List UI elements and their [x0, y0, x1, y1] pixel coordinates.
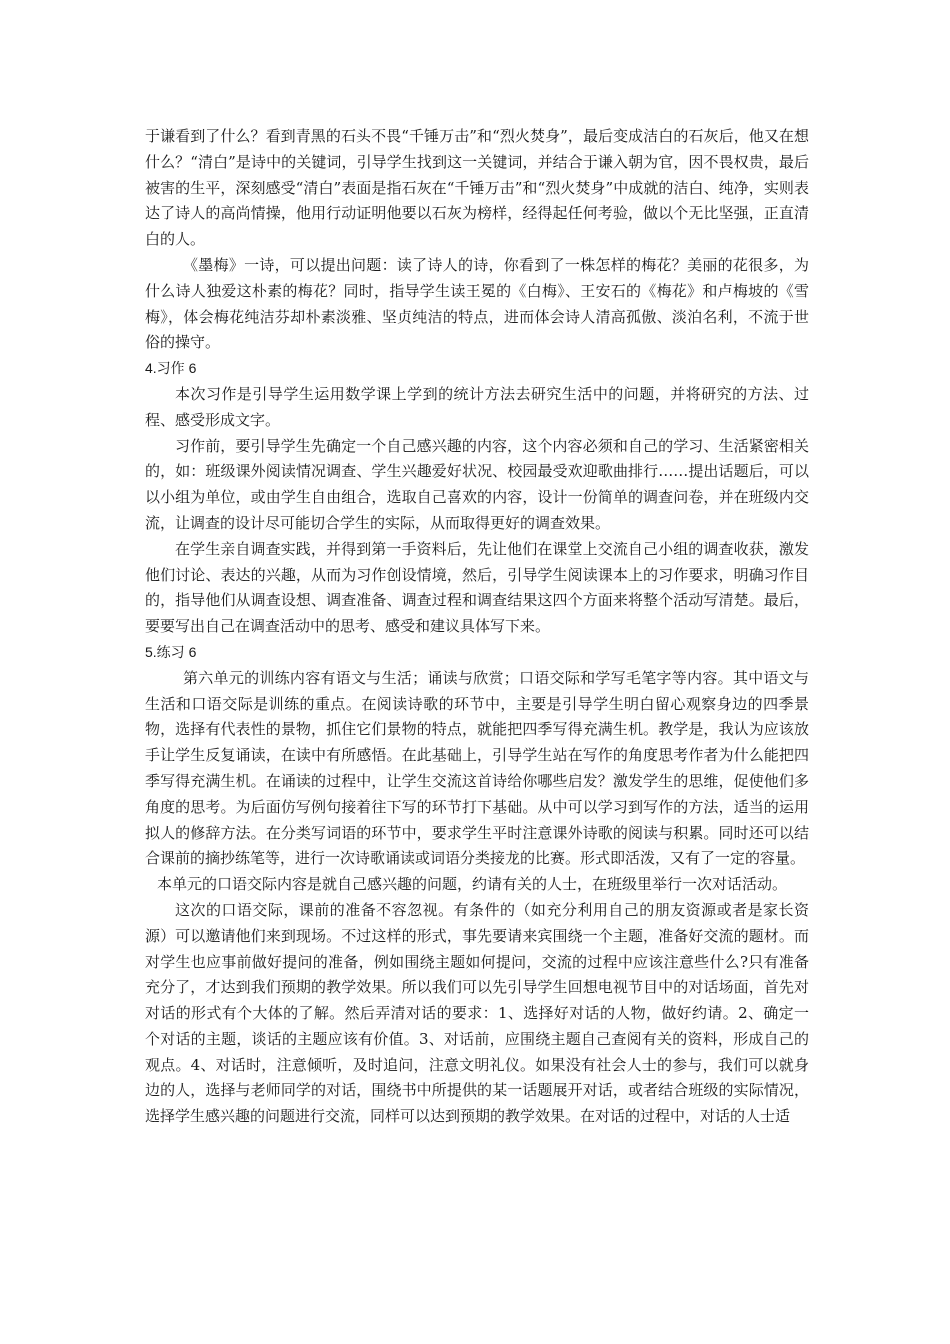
paragraph-xizuo-intro: 本次习作是引导学生运用数学课上学到的统计方法去研究生活中的问题，并将研究的方法、过程、感受形成文字。 [145, 384, 809, 429]
paragraph-xizuo-prep: 习作前，要引导学生先确定一个自己感兴趣的内容，这个内容必须和自己的学习、生活紧密相关的，如：班级课外阅读情况调查、学生兴趣爱好状况、校园最受欢迎歌曲排行……提出话题后，可以以小组为单位，或由学生自由组合，选取自己喜欢的内容，设计一份简单的调查问卷，并在班级内交流，让调查的设计尽可能切合学生的实际，从而取得更好的调查效果。 [145, 436, 809, 532]
paragraph-momei-analysis: 《墨梅》一诗，可以提出问题：读了诗人的诗，你看到了一株怎样的梅花？美丽的花很多，为什么诗人独爱这朴素的梅花？同时，指导学生读王冕的《白梅》、王安石的《梅花》和卢梅坡的《雪梅》，体会梅花纯洁芬却朴素淡雅、坚贞纯洁的特点，进而体会诗人清高孤傲、淡泊名利，不流于世俗的操守。 [145, 255, 809, 352]
section-heading-lianxi: 5.练习 6 [145, 643, 197, 660]
document-page [145, 124, 809, 1130]
paragraph-lianxi-content: 第六单元的训练内容有语文与生活；诵读与欣赏；口语交际和学写毛笔字等内容。其中语文与生活和口语交际是训练的重点。在阅读诗歌的环节中，主要是引导学生明白留心观察身边的四季景物，选择有代表性的景物，抓住它们景物的特点，就能把四季写得充满生机。教学是，我认为应该放手让学生反复诵读，在读中有所感悟。在此基础上，引导学生站在写作的角度思考作者为什么能把四季写得充满生机。在诵读的过程中，让学生交流这首诗给你哪些启发？激发学生的思维，促使他们多角度的思考。为后面仿写例句接着往下写的环节打下基础。从中可以学习到写作的方法，适当的运用拟人的修辞方法。在分类写词语的环节中，要求学生平时注意课外诗歌的阅读与积累。同时还可以结合课前的摘抄练笔等，进行一次诗歌诵读或词语分类接龙的比赛。形式即活泼，又有了一定的容量。 [145, 668, 809, 868]
paragraph-xizuo-practice: 在学生亲自调查实践，并得到第一手资料后，先让他们在课堂上交流自己小组的调查收获，激发他们讨论、表达的兴趣，从而为习作创设情境，然后，引导学生阅读课本上的习作要求，明确习作目的，指导他们从调查设想、调查准备、调查过程和调查结果这四个方面来将整个活动写清楚。最后，要要写出自己在调查活动中的思考、感受和建议具体写下来。 [145, 539, 809, 636]
paragraph-shixi-analysis: 于谦看到了什么？看到青黑的石头不畏“千锤万击”和“烈火焚身”，最后变成洁白的石灰后，他又在想什么？“清白”是诗中的关键词，引导学生找到这一关键词，并结合于谦入朝为官，因不畏权贵，最后被害的生平，深刻感受“清白”表面是指石灰在“千锤万击”和“烈火焚身”中成就的洁白、纯净，实则表达了诗人的高尚情操，他用行动证明他要以石灰为榜样，经得起任何考验，做以个无比坚强，正直清白的人。 [145, 127, 809, 249]
paragraph-oral-intro: 本单元的口语交际内容是就自己感兴趣的问题，约请有关的人士，在班级里举行一次对话活动。 [157, 875, 788, 894]
section-heading-xizuo: 4.习作 6 [145, 360, 197, 377]
paragraph-oral-prep: 这次的口语交际，课前的准备不容忽视。有条件的（如充分利用自己的朋友资源或者是家长资源）可以邀请他们来到现场。不过这样的形式，事先要请来宾围绕一个主题，准备好交流的题材。而对学生也应事前做好提问的准备，例如围绕主题如何提问，交流的过程中应该注意些什么?只有准备充分了，才达到我们预期的教学效果。所以我们可以先引导学生回想电视节目中的对话场面，首先对对话的形式有个大体的了解。然后弄清对话的要求：1、选择好对话的人物，做好约请。2、确定一个对话的主题，谈话的主题应该有价值。3、对话前，应围绕主题自己查阅有关的资料，形成自己的观点。4、对话时，注意倾听，及时追问，注意文明礼仪。如果没有社会人士的参与，我们可以就身边的人，选择与老师同学的对话，围绕书中所提供的某一话题展开对话，或者结合班级的实际情况，选择学生感兴趣的问题进行交流，同样可以达到预期的教学效果。在对话的过程中，对话的人士适 [145, 900, 809, 1126]
